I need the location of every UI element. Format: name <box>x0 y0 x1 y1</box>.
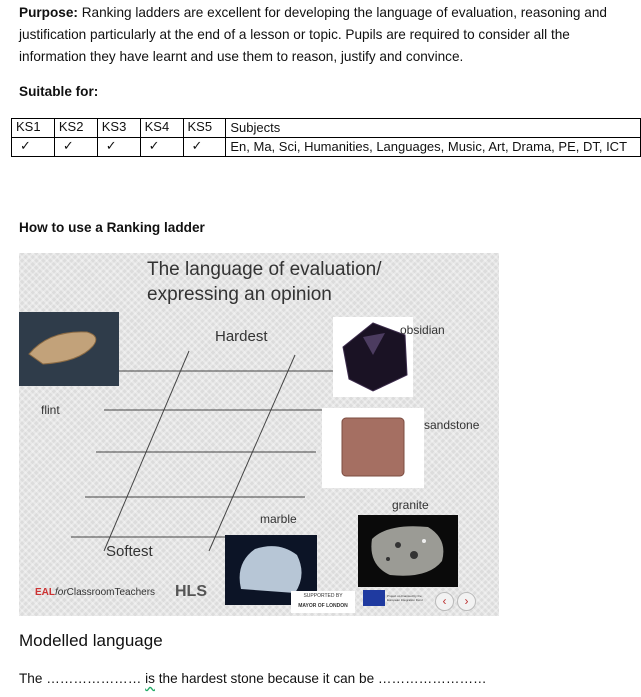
purpose-paragraph <box>19 2 619 68</box>
flint-image <box>19 312 119 386</box>
how-to-heading: How to use a Ranking ladder <box>19 220 205 235</box>
check-ks1: ✓ <box>12 138 55 157</box>
eal-logo: EALforClassroomTeachers <box>35 587 156 598</box>
hardest-label: Hardest <box>215 328 268 345</box>
check-ks3: ✓ <box>97 138 140 157</box>
suitable-for-heading: Suitable for: <box>19 84 99 99</box>
header-ks1: KS1 <box>12 119 55 138</box>
eu-caption: Project co-financed by the European Integration Fund <box>387 594 423 602</box>
modelled-sentence: The ………………… is the hardest stone because it can be …………………… <box>19 671 487 686</box>
softest-label: Softest <box>106 543 153 560</box>
subjects-list: En, Ma, Sci, Humanities, Languages, Music, Art, Drama, PE, DT, ICT <box>226 138 641 157</box>
sandstone-label: sandstone <box>424 418 480 432</box>
chevron-right-icon[interactable]: › <box>457 592 476 611</box>
modelled-language-heading: Modelled language <box>19 631 163 650</box>
header-subjects: Subjects <box>226 119 641 138</box>
header-ks5: KS5 <box>183 119 226 138</box>
obsidian-label: obsidian <box>400 323 445 337</box>
purpose-text: Ranking ladders are excellent for developing the language of evaluation, reasoning and justification particularly at the end of a lesson or topic. Pupils are required to consider all the information they have learnt and use them to reason, justify and convince. <box>19 5 607 64</box>
mayor-of-london-logo: SUPPORTED BY MAYOR OF LONDON <box>291 591 355 613</box>
sandstone-image <box>322 408 424 488</box>
header-ks3: KS3 <box>97 119 140 138</box>
check-ks5: ✓ <box>183 138 226 157</box>
marble-label: marble <box>260 512 297 526</box>
check-ks2: ✓ <box>54 138 97 157</box>
hls-logo: HLS <box>175 583 207 600</box>
table-header-row <box>12 119 641 138</box>
key-stage-table <box>11 118 641 157</box>
granite-label: granite <box>392 498 429 512</box>
purpose-label: Purpose: <box>19 5 78 20</box>
check-ks4: ✓ <box>140 138 183 157</box>
flint-label: flint <box>41 403 60 417</box>
chevron-left-icon[interactable]: ‹ <box>435 592 454 611</box>
eu-flag-icon <box>363 590 385 606</box>
ranking-ladder-slide <box>19 253 499 616</box>
slide-title: The language of evaluation/ expressing an opinion <box>147 259 382 305</box>
granite-image <box>358 515 458 587</box>
header-ks4: KS4 <box>140 119 183 138</box>
table-row <box>12 138 641 157</box>
header-ks2: KS2 <box>54 119 97 138</box>
